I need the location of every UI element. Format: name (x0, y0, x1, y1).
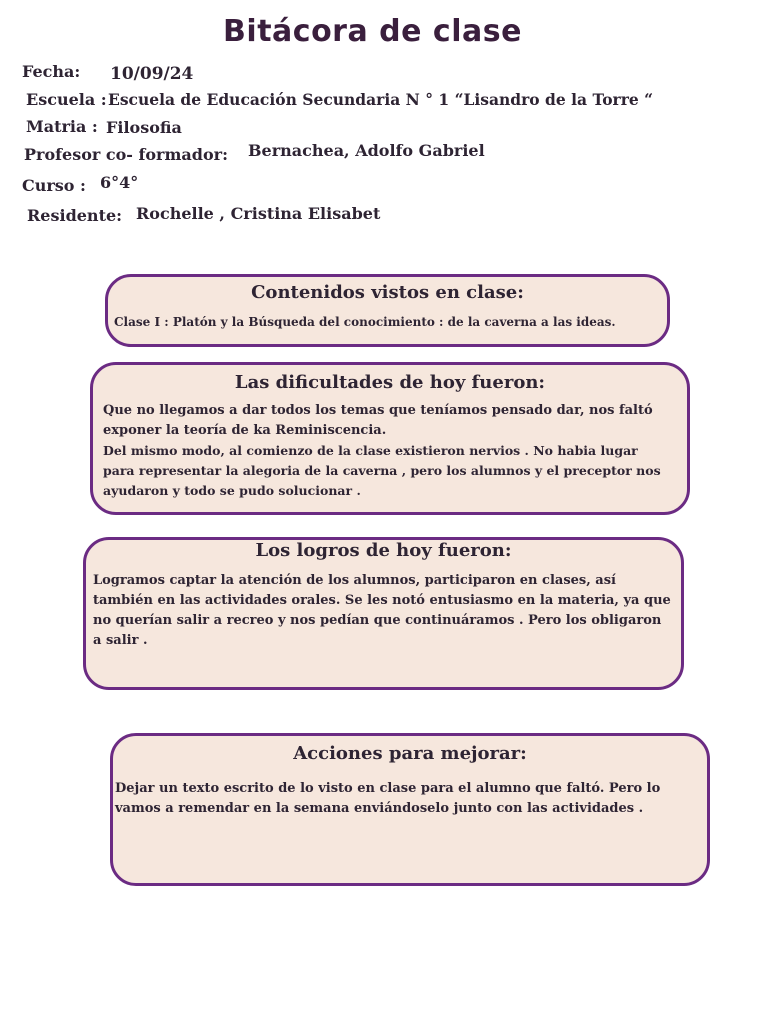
escuela-value: Escuela de Educación Secundaria N ° 1 “Lisandro de la Torre “ (108, 90, 654, 109)
acciones-box (110, 733, 710, 886)
fecha-label: Fecha: (22, 62, 81, 81)
dificultades-body (103, 401, 673, 501)
dificultades-title: Las dificultades de hoy fueron: (234, 372, 546, 393)
dificultades-paragraph-2: Del mismo modo, al comienzo de la clase existieron nervios . No habia lugar para representar la alegoria de la caverna , pero los alumnos y el preceptor nos ayudaron y todo se pudo solucionar . (103, 443, 661, 498)
profesor-label: Profesor co- formador: (24, 145, 228, 164)
contenidos-body: Clase I : Platón y la Búsqueda del conocimiento : de la caverna a las ideas. (114, 315, 616, 329)
curso-label: Curso : (22, 176, 86, 195)
logros-box (83, 537, 684, 690)
escuela-label: Escuela : (26, 90, 107, 109)
residente-label: Residente: (27, 206, 123, 225)
materia-value: Filosofia (106, 118, 182, 137)
materia-label: Matria : (26, 117, 98, 136)
curso-value: 6°4° (100, 173, 139, 192)
contenidos-box (105, 274, 670, 347)
dificultades-box (90, 362, 690, 515)
logros-title: Los logros de hoy fueron: (255, 540, 512, 561)
dificultades-paragraph-1: Que no llegamos a dar todos los temas que teníamos pensado dar, nos faltó exponer la teoría de ka Reminiscencia. (103, 403, 653, 438)
contenidos-title: Contenidos vistos en clase: (251, 282, 524, 303)
profesor-value: Bernachea, Adolfo Gabriel (248, 141, 485, 160)
fecha-value: 10/09/24 (110, 64, 194, 84)
page-title: Bitácora de clase (223, 14, 522, 49)
logros-body: Logramos captar la atención de los alumnos, participaron en clases, así también en las actividades orales. Se les notó entusiasmo en la materia, ya que no querían salir a recreo y nos pedían que continuáramos . Pero los obligaron a salir . (93, 573, 671, 648)
acciones-title: Acciones para mejorar: (293, 743, 527, 764)
acciones-body: Dejar un texto escrito de lo visto en clase para el alumno que faltó. Pero lo vamos a remendar en la semana enviándoselo junto con las actividades . (115, 781, 661, 816)
residente-value: Rochelle , Cristina Elisabet (136, 204, 381, 223)
